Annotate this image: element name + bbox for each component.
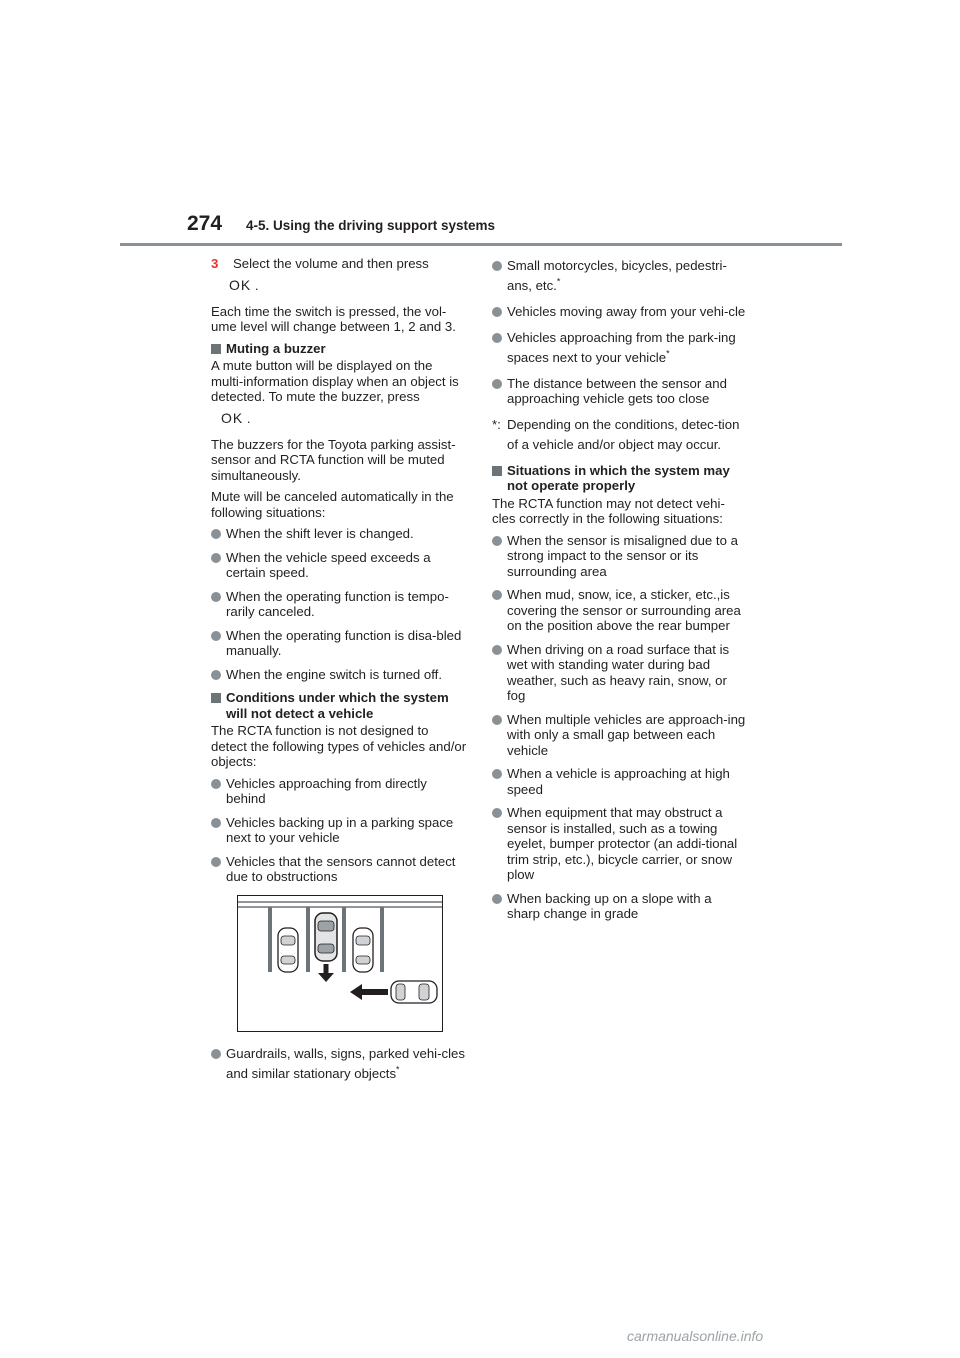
situations-heading [492, 463, 748, 494]
bullet-icon [492, 307, 502, 317]
parked-car-right [353, 928, 373, 972]
list-item [211, 589, 467, 620]
parking-lot-diagram [238, 896, 442, 1031]
list-item [211, 526, 467, 542]
mute-cancel-intro: Mute will be canceled automatically in the following situations: [211, 489, 454, 520]
volume-note: Each time the switch is pressed, the vol-ume level will change between 1, 2 and 3. [211, 303, 456, 334]
bullet-text: When backing up on a slope with a sharp change in grade [507, 890, 712, 921]
bullet-icon [211, 553, 221, 563]
bullet-text: Guardrails, walls, signs, parked vehi-cles and similar stationary objects [226, 1045, 465, 1081]
approaching-car [391, 981, 437, 1003]
bullet-icon [492, 808, 502, 818]
arrow-down-icon [318, 964, 334, 982]
parked-car-left [278, 928, 298, 972]
list-item [492, 533, 748, 580]
step-number: 3 [211, 256, 219, 271]
list-item [492, 766, 748, 797]
list-item [211, 776, 467, 807]
bullet-text: When the shift lever is changed. [226, 526, 414, 541]
ok-line [211, 278, 467, 298]
muting-heading [211, 341, 467, 357]
bullet-icon [211, 529, 221, 539]
list-item [211, 628, 467, 659]
header-rule [120, 243, 842, 246]
list-item [211, 815, 467, 846]
list-item [492, 891, 748, 922]
bullet-icon [211, 631, 221, 641]
heading-text: Situations in which the system may not operate properly [507, 462, 730, 493]
square-bullet-icon [211, 693, 221, 703]
ok-punct: . [246, 410, 251, 426]
bullet-icon [211, 779, 221, 789]
footnote [492, 415, 748, 455]
asterisk: * [396, 1064, 400, 1075]
list-item [492, 376, 748, 407]
list-item [492, 328, 748, 368]
list-item [211, 667, 467, 683]
bullet-text: Vehicles that the sensors cannot detect due to obstructions [226, 853, 456, 884]
list-item [211, 550, 467, 581]
footnote-text: Depending on the conditions, detec-tion of a vehicle and/or object may occur. [507, 416, 740, 452]
bullet-icon [211, 670, 221, 680]
ok-button-icon: OK [229, 276, 252, 293]
own-vehicle [315, 913, 337, 961]
bullet-text: When multiple vehicles are approach-ing with only a small gap between each vehicle [507, 711, 746, 758]
bullet-icon [492, 645, 502, 655]
list-item [211, 854, 467, 885]
page-number: 274 [187, 212, 223, 235]
conditions-heading [211, 690, 467, 721]
bullet-icon [492, 769, 502, 779]
bullet-text: When the vehicle speed exceeds a certain speed. [226, 549, 431, 580]
bullet-text: When the operating function is disa-bled manually. [226, 627, 462, 658]
muting-simultaneous: The buzzers for the Toyota parking assist-sensor and RCTA function will be muted simultaneously. [211, 436, 456, 483]
heading-text: Muting a buzzer [226, 340, 326, 356]
bullet-icon [211, 1049, 221, 1059]
square-bullet-icon [211, 344, 221, 354]
list-item [492, 712, 748, 759]
bullet-text: When the engine switch is turned off. [226, 666, 443, 682]
bullet-icon [211, 857, 221, 867]
asterisk: * [556, 276, 561, 287]
parking-illustration [237, 895, 443, 1032]
ok-button-icon: OK [221, 409, 244, 426]
bullet-text: Vehicles backing up in a parking space next to your vehicle [226, 814, 454, 845]
step-3 [211, 256, 467, 272]
step-text: Select the volume and then press [233, 256, 429, 271]
section-title: 4-5. Using the driving support systems [246, 218, 496, 233]
list-item [492, 805, 748, 883]
bullet-text: Small motorcycles, bicycles, pedestri-ans, etc. [507, 258, 727, 293]
bullet-icon [492, 715, 502, 725]
bullet-text: Vehicles approaching from the park-ing spaces next to your vehicle [507, 329, 736, 365]
footnote-mark: *: [492, 416, 501, 432]
bullet-text: Vehicles moving away from your vehi-cle [507, 304, 746, 319]
bullet-text: When equipment that may obstruct a sensor is installed, such as a towing eyelet, bumper protector (an addi-tional trim strip, etc.), bicycle carrier, or snow plow [507, 805, 738, 882]
bullet-icon [492, 894, 502, 904]
ok-punct: . [254, 277, 259, 293]
bullet-text: The distance between the sensor and approaching vehicle gets too close [507, 375, 727, 406]
conditions-text: The RCTA function is not designed to detect the following types of vehicles and/or objects: [211, 723, 467, 769]
bullet-text: When driving on a road surface that is wet with standing water during bad weather, such as heavy rain, snow, or fog [507, 641, 730, 703]
list-item [492, 642, 748, 704]
bullet-text: When the operating function is tempo-rarily canceled. [226, 588, 449, 619]
square-bullet-icon [492, 466, 502, 476]
bullet-icon [492, 590, 502, 600]
ok-line [211, 411, 467, 431]
list-item [211, 1044, 467, 1084]
bullet-text: When a vehicle is approaching at high speed [507, 766, 730, 797]
left-column [211, 256, 467, 1092]
arrow-left-icon [350, 984, 388, 1000]
heading-text: Conditions under which the system will not detect a vehicle [226, 690, 449, 721]
list-item [492, 304, 748, 320]
bullet-icon [492, 261, 502, 271]
right-column [492, 256, 748, 930]
bullet-icon [211, 592, 221, 602]
bullet-icon [492, 333, 502, 343]
bullet-text: Vehicles approaching from directly behind [226, 775, 427, 806]
bullet-icon [492, 536, 502, 546]
bullet-icon [211, 818, 221, 828]
bullet-icon [492, 379, 502, 389]
muting-text: A mute button will be displayed on the multi-information display when an object is detected. To mute the buzzer, press [211, 358, 459, 404]
watermark: carmanualsonline.info [627, 1328, 764, 1344]
bullet-text: When mud, snow, ice, a sticker, etc.,is covering the sensor or surrounding area on the position above the rear bumper [507, 587, 741, 633]
situations-text: The RCTA function may not detect vehi-cles correctly in the following situations: [492, 495, 725, 526]
list-item [492, 256, 748, 296]
asterisk: * [666, 348, 670, 359]
bullet-text: When the sensor is misaligned due to a strong impact to the sensor or its surrounding area [507, 532, 738, 579]
list-item [492, 587, 748, 634]
